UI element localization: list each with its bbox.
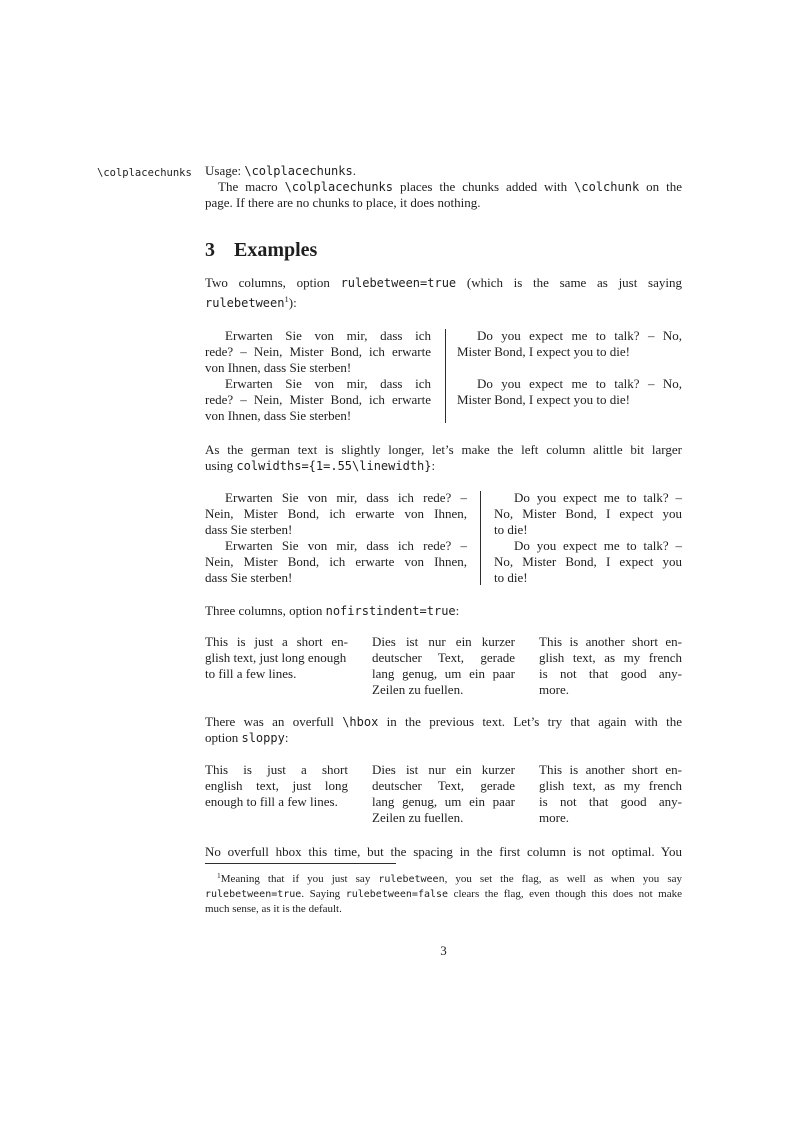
para-sloppy — [205, 714, 682, 746]
english-short-column: This is just a short english text, just long enough to fill a few lines. — [205, 762, 348, 809]
inline-code-colplacechunks: \colplacechunks — [244, 164, 353, 178]
macro-description — [205, 179, 682, 211]
footnote-marker-ref: 1 — [284, 294, 289, 304]
german-column-paragraph: Erwarten Sie von mir, dass ich rede? – Nein, Mister Bond, ich erwarte von Ihnen, dass Sie sterben! — [205, 490, 467, 537]
example-row — [205, 376, 682, 424]
para-colwidths — [205, 442, 682, 474]
english-column-paragraph: Do you expect me to talk? – No, Mister Bond, I expect you to die! — [457, 328, 682, 359]
inline-code-nofirstindent: nofirstindent=true — [325, 604, 456, 618]
section-title: Examples — [234, 239, 318, 261]
para-nooverfull-line-1: No overfull hbox this time, but the spacing in the first column is not optimal. You — [205, 844, 682, 859]
footnote-line-3: much sense, as it is the default. — [205, 903, 342, 915]
para-rulebetween — [205, 275, 682, 311]
para-rulebetween-line-2: rulebetween$^1$): — [205, 294, 297, 310]
inline-code-colchunk: \colchunk — [574, 180, 640, 194]
footnote-line-2: rulebetween=true. Saying rulebetween=false clears the flag, even though this does not make — [205, 888, 682, 900]
footnote-block — [205, 863, 682, 917]
usage-line: Usage: \colplacechunks. — [205, 163, 356, 178]
example-wide-left-column — [205, 490, 682, 586]
german-short-column: Dies ist nur ein kurzer deutscher Text, gerade lang genug, um ein paar Zeilen zu fuellen. — [372, 634, 515, 697]
para-nooverfull — [205, 844, 682, 860]
footnote-line-1: $^1$Meaning that if you just say rulebetween, you set the flag, as well as when you say — [217, 871, 682, 885]
inline-code-rulebetween-true: rulebetween=true — [205, 889, 302, 900]
macro-description-line-2: page. If there are no chunks to place, it does nothing. — [205, 195, 481, 210]
macro-description-line-1: The macro \colplacechunks places the chunks added with \colchunk on the — [218, 179, 682, 194]
para-threecols — [205, 603, 682, 619]
inline-code-rulebetween: rulebetween — [205, 296, 285, 310]
english-column-paragraph: Do you expect me to talk? – No, Mister Bond, I expect you to die! — [494, 490, 682, 537]
example-two-columns-rule — [205, 328, 682, 424]
section-heading — [205, 238, 682, 262]
para-threecols-line-1: Three columns, option nofirstindent=true: — [205, 603, 460, 618]
english-column-paragraph: Do you expect me to talk? – No, Mister Bond, I expect you to die! — [457, 376, 682, 407]
footnote-text — [205, 868, 682, 917]
english-short-column: This is just a short en- glish text, just long enough to fill a few lines. — [205, 634, 348, 681]
inline-code-rulebetween-true: rulebetween=true — [340, 276, 457, 290]
german-column-paragraph: Erwarten Sie von mir, dass ich rede? – Nein, Mister Bond, ich erwarte von Ihnen, dass Sie sterben! — [205, 538, 467, 585]
footnote-marker: 1 — [217, 871, 221, 880]
page-number: 3 — [440, 943, 447, 958]
column-rule — [445, 329, 446, 423]
inline-code-sloppy: sloppy — [241, 731, 285, 745]
inline-code-hbox: \hbox — [342, 715, 379, 729]
usage-label: Usage: — [205, 163, 245, 178]
inline-code-rulebetween: rulebetween — [378, 874, 445, 885]
german-column-paragraph: Erwarten Sie von mir, dass ich rede? – Nein, Mister Bond, ich erwarte von Ihnen, dass Sie sterben! — [205, 328, 431, 375]
example-three-columns — [205, 634, 682, 698]
para-colwidths-line-1: As the german text is slightly longer, let’s make the left column alittle bit larger — [205, 442, 682, 457]
example-row — [205, 538, 682, 586]
example-row — [205, 490, 682, 538]
margin-note-colplacechunks: \colplacechunks — [97, 167, 192, 179]
column-rule — [480, 491, 481, 585]
section-number: 3 — [205, 239, 215, 261]
german-short-column: Dies ist nur ein kurzer deutscher Text, gerade lang genug, um ein paar Zeilen zu fuellen. — [372, 762, 515, 825]
german-column-paragraph: Erwarten Sie von mir, dass ich rede? – Nein, Mister Bond, ich erwarte von Ihnen, dass Sie sterben! — [205, 376, 431, 423]
para-colwidths-line-2: using colwidths={1=.55\linewidth}: — [205, 458, 436, 473]
inline-code-rulebetween-false: rulebetween=false — [345, 889, 449, 900]
footnote-rule — [205, 863, 396, 864]
overfull-line: glish text, just long enough — [205, 650, 347, 665]
english-column-paragraph: Do you expect me to talk? – No, Mister Bond, I expect you to die! — [494, 538, 682, 585]
example-row — [205, 328, 682, 376]
para-sloppy-line-2: option sloppy: — [205, 730, 289, 745]
another-english-column: This is another short en- glish text, as my french is not that good any- more. — [539, 634, 682, 697]
example-three-columns-sloppy — [205, 762, 682, 826]
para-sloppy-line-1: There was an overfull \hbox in the previous text. Let’s try that again with the — [205, 714, 682, 729]
inline-code-colplacechunks: \colplacechunks — [284, 180, 393, 194]
inline-code-colwidths: colwidths={1=.55\linewidth} — [236, 459, 432, 473]
para-rulebetween-line-1: Two columns, option rulebetween=true (which is the same as just saying — [205, 275, 682, 290]
another-english-column: This is another short en- glish text, as my french is not that good any- more. — [539, 762, 682, 825]
text-block — [205, 163, 682, 959]
